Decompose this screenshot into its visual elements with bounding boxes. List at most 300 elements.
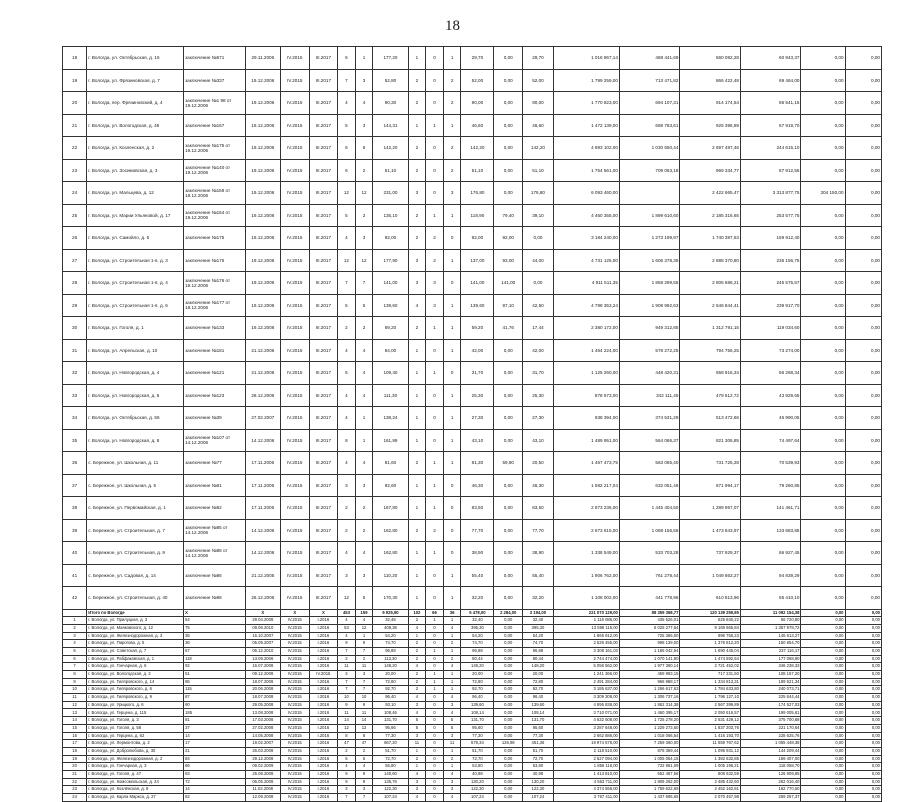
cell-n: 8 — [63, 671, 87, 679]
cell-c3: 3 — [408, 182, 426, 205]
cell-n: 14 — [63, 717, 87, 725]
cell-addr: г. Вологда, ул. Гоголя, д. 1 — [87, 317, 184, 340]
cell-a3: 0,00 — [494, 587, 523, 610]
cell-a3: 93,00 — [494, 249, 523, 272]
cell-a4: 46,60 — [523, 114, 554, 137]
cell-a4: 176,80 — [523, 182, 554, 205]
cell-c5: 4 — [443, 624, 461, 632]
cell-addr: с. Бережное, ул. Строительная, д. 9 — [87, 542, 184, 565]
cell-a3: 0,00 — [494, 755, 523, 763]
cell-y2: III.2017 — [309, 407, 338, 430]
cell-s2: 632 051,46 — [619, 474, 680, 497]
cell-z1: 0,00 — [801, 452, 845, 475]
cell-area: 93,10 — [373, 701, 408, 709]
cell-n: 20 — [63, 763, 87, 771]
cell-c2: 4 — [355, 362, 373, 385]
cell-c4: 0 — [426, 69, 444, 92]
cell-y1: IV.2015 — [280, 182, 309, 205]
cell-n: 10 — [63, 686, 87, 694]
cell-s3: 996 756,23 — [680, 632, 741, 640]
cell-z1: 0,00 — [801, 497, 845, 520]
cell-z2: 0,00 — [845, 429, 881, 452]
cell-doc: 81 — [184, 717, 246, 725]
cell-doc: 51 — [184, 671, 246, 679]
table-row — [63, 452, 882, 475]
cell-date: 19.12.2006 — [245, 137, 280, 160]
cell-c2: 2 — [355, 747, 373, 755]
cell-s4: 189 407,00 — [740, 755, 801, 763]
cell-s2: 533 703,28 — [619, 542, 680, 565]
cell-addr: г. Вологда, ул. Вологодская, д. 3 — [87, 671, 184, 679]
cell-date: 29.12.2008 — [245, 755, 280, 763]
cell-s2: 761 278,44 — [619, 564, 680, 587]
cell-z2: 0,00 — [845, 694, 881, 702]
cell-y1: IV.2015 — [280, 452, 309, 475]
cell-c5: 1 — [443, 429, 461, 452]
cell-c2: 3 — [355, 474, 373, 497]
cell-a3: 92,00 — [494, 227, 523, 250]
cell-a3: 79,40 — [494, 204, 523, 227]
cell-a3: 0,00 — [494, 632, 523, 640]
cell-n: 37 — [63, 474, 87, 497]
cell-s3: 1 690 445,04 — [680, 647, 741, 655]
cell-s4: 237 116,17 — [740, 647, 801, 655]
cell-s2: 563 065,40 — [619, 452, 680, 475]
cell-z2: 0,00 — [845, 339, 881, 362]
cell-c2: 47 — [355, 740, 373, 748]
cell-z1: 0,00 — [801, 384, 845, 407]
cell-c2: 9 — [355, 701, 373, 709]
cell-area: 72,70 — [373, 755, 408, 763]
cell-y2: I.2016 — [309, 701, 338, 709]
cell-s1: 1 116 086,00 — [553, 617, 619, 625]
table-row — [63, 339, 882, 362]
cell-c1: 4 — [338, 92, 356, 115]
cell-date: 19.12.2006 — [245, 114, 280, 137]
cell-c2: 3 — [355, 671, 373, 679]
cell-s4: 239 917,70 — [740, 294, 801, 317]
cell-s1: 4 893 102,00 — [553, 137, 619, 160]
cell-a2: 77,30 — [461, 732, 494, 740]
cell-doc: заключение №85 от 14.12.2006 — [184, 519, 246, 542]
table-row — [63, 362, 882, 385]
cell-date: 29.04.2008 — [245, 617, 280, 625]
cell-y2: III.2017 — [309, 249, 338, 272]
cell-a3: 0,00 — [494, 362, 523, 385]
cell-n: 27 — [63, 249, 87, 272]
cell-c5: 2 — [443, 92, 461, 115]
cell-a4: 29,70 — [523, 47, 554, 70]
cell-a4: 74,70 — [523, 640, 554, 648]
cell-a4: 51,70 — [523, 747, 554, 755]
cell-date: 14.12.2006 — [245, 542, 280, 565]
cell-a3: 0,00 — [494, 786, 523, 794]
cell-n: 4 — [63, 640, 87, 648]
cell-a4: 3 194,00 — [523, 609, 554, 617]
cell-s4: 141 461,71 — [740, 497, 801, 520]
cell-c4: 0 — [426, 663, 444, 671]
cell-s2: 998 139,00 — [619, 640, 680, 648]
cell-s3: 1 784 633,80 — [680, 686, 741, 694]
table-row — [63, 159, 882, 182]
cell-z1: 0,00 — [801, 663, 845, 671]
table-row — [63, 227, 882, 250]
cell-c5: 1 — [443, 678, 461, 686]
cell-c5: 2 — [443, 159, 461, 182]
cell-s2: 1 977 360,14 — [619, 663, 680, 671]
cell-s4: 174 527,03 — [740, 701, 801, 709]
cell-addr: г. Вологда, ул. Самойло, д. 5 — [87, 227, 184, 250]
cell-addr: г. Вологда, ул. Новгородская, д. 6 — [87, 384, 184, 407]
page-number: 18 — [445, 18, 460, 34]
table-row — [63, 542, 882, 565]
cell-c2: 12 — [355, 724, 373, 732]
cell-a2: 31,70 — [461, 362, 494, 385]
cell-a2: 107,24 — [461, 794, 494, 802]
cell-c1: 7 — [338, 647, 356, 655]
cell-a4: 39,10 — [523, 204, 554, 227]
cell-c2: 11 — [355, 709, 373, 717]
cell-s2 — [619, 182, 680, 205]
cell-n: 11 — [63, 694, 87, 702]
cell-s4: 259 257,37 — [740, 794, 801, 802]
cell-area: 72,80 — [373, 678, 408, 686]
table-row — [63, 786, 882, 794]
cell-a2: 54,20 — [461, 632, 494, 640]
cell-z1: 0,00 — [801, 778, 845, 786]
cell-c3: 2 — [408, 452, 426, 475]
cell-area: 92,60 — [373, 474, 408, 497]
cell-doc: заключение №123 — [184, 384, 246, 407]
cell-s1: 1 754 561,00 — [553, 159, 619, 182]
cell-c5: 36 — [443, 609, 461, 617]
cell-s3: 610 813,96 — [680, 587, 741, 610]
cell-n: 18 — [63, 47, 87, 70]
cell-s4: 60 943,37 — [740, 47, 801, 70]
cell-s3: 2 070 457,98 — [680, 794, 741, 802]
table-row — [63, 763, 882, 771]
cell-a4: 32,20 — [523, 587, 554, 610]
cell-a2: 122,30 — [461, 786, 494, 794]
cell-c2: 3 — [355, 564, 373, 587]
cell-s2: 1 899 610,60 — [619, 204, 680, 227]
cell-z2: 0,00 — [845, 294, 881, 317]
cell-s3: 2 567 399,89 — [680, 701, 741, 709]
table-row — [63, 755, 882, 763]
cell-c5: 1 — [443, 317, 461, 340]
cell-y2: III.2017 — [309, 542, 338, 565]
cell-s1: 1 856 116,00 — [553, 763, 619, 771]
cell-c5: 1 — [443, 407, 461, 430]
cell-addr: г. Вологда, ул. Гиляровского, д. 6 — [87, 686, 184, 694]
cell-z1: 0,00 — [801, 542, 845, 565]
cell-c3: 2 — [408, 227, 426, 250]
cell-c4: 0 — [426, 159, 444, 182]
cell-doc: 54 — [184, 617, 246, 625]
resettlement-table — [62, 46, 882, 802]
cell-z1: 0,00 — [801, 632, 845, 640]
cell-n: 22 — [63, 778, 87, 786]
cell-c5: 4 — [443, 709, 461, 717]
cell-a3: 141,00 — [494, 272, 523, 295]
cell-c5: 0 — [443, 362, 461, 385]
cell-area: 20,00 — [373, 671, 408, 679]
cell-z2: 0,00 — [845, 92, 881, 115]
cell-a2: 51,70 — [461, 747, 494, 755]
cell-n: 7 — [63, 663, 87, 671]
cell-a3: 0,00 — [494, 747, 523, 755]
cell-z2: 0,00 — [845, 182, 881, 205]
cell-y1: IV.2015 — [280, 671, 309, 679]
cell-n: 19 — [63, 755, 87, 763]
table-row — [63, 249, 882, 272]
cell-s4: 69 464,00 — [740, 69, 801, 92]
table-row — [63, 678, 882, 686]
cell-s1: 19 974 576,00 — [553, 740, 619, 748]
cell-n: 24 — [63, 794, 87, 802]
cell-s3: 866 422,48 — [680, 69, 741, 92]
cell-s3: 2 721 452,02 — [680, 663, 741, 671]
cell-a3: 0,00 — [494, 694, 523, 702]
cell-s4: 67 919,70 — [740, 114, 801, 137]
cell-area: 52,80 — [373, 69, 408, 92]
cell-c5: 1 — [443, 587, 461, 610]
cell-c2: 5 — [355, 294, 373, 317]
cell-y1: IV.2015 — [280, 204, 309, 227]
cell-z2: 0,00 — [845, 227, 881, 250]
cell-a3: 0,00 — [494, 542, 523, 565]
cell-c3: 4 — [408, 770, 426, 778]
cell-s2: 435 526,01 — [619, 617, 680, 625]
cell-y2: I.2016 — [309, 794, 338, 802]
cell-z2: 0,00 — [845, 763, 881, 771]
cell-area: 162,80 — [373, 542, 408, 565]
cell-c1: 4 — [338, 542, 356, 565]
cell-z1: 0,00 — [801, 474, 845, 497]
cell-c1: 6 — [338, 47, 356, 70]
cell-area: 177,90 — [373, 249, 408, 272]
cell-addr: г. Вологда, ул. Новгородская, д. 8 — [87, 429, 184, 452]
cell-c1: 5 — [338, 755, 356, 763]
table-row — [63, 686, 882, 694]
cell-c1: 3 — [338, 474, 356, 497]
cell-date: 17.11.2006 — [245, 474, 280, 497]
cell-n: 40 — [63, 542, 87, 565]
cell-area: 140,60 — [373, 770, 408, 778]
cell-s4: 346 238,33 — [740, 663, 801, 671]
cell-date: 14.12.2006 — [245, 519, 280, 542]
cell-area: 113,30 — [373, 655, 408, 663]
cell-c4: 0 — [426, 709, 444, 717]
cell-area: 110,20 — [373, 564, 408, 587]
cell-z1: 0,00 — [801, 740, 845, 748]
cell-z2: 0,00 — [845, 519, 881, 542]
table-row — [63, 632, 882, 640]
cell-c5: 1 — [443, 671, 461, 679]
cell-s1: 4 632 508,00 — [553, 717, 619, 725]
cell-a2: 59,20 — [461, 317, 494, 340]
cell-z1: 0,00 — [801, 640, 845, 648]
cell-s3: 658 916,34 — [680, 362, 741, 385]
cell-area: 144,31 — [373, 114, 408, 137]
cell-area: 141,00 — [373, 272, 408, 295]
cell-s4: 240 073,71 — [740, 686, 801, 694]
cell-c3: 11 — [408, 740, 426, 748]
cell-date: 17.11.2006 — [245, 497, 280, 520]
cell-z2: 0,00 — [845, 755, 881, 763]
cell-s3: 717 231,50 — [680, 671, 741, 679]
cell-z1: 0,00 — [801, 564, 845, 587]
cell-area: 81,60 — [373, 452, 408, 475]
cell-a4: 77,70 — [523, 519, 554, 542]
cell-addr: с. Бережное, ул. Садовая, д. 14 — [87, 564, 184, 587]
cell-addr: г. Вологда, ул. Герцена, д. 62 — [87, 732, 184, 740]
cell-a2: 96,40 — [461, 694, 494, 702]
cell-c2: 12 — [355, 624, 373, 632]
cell-a4: 17,44 — [523, 317, 554, 340]
cell-doc: заключение №86 — [184, 564, 246, 587]
cell-a3: 0,00 — [494, 47, 523, 70]
cell-z2: 0,00 — [845, 249, 881, 272]
cell-c1: 7 — [338, 69, 356, 92]
table-row — [63, 671, 882, 679]
cell-n: 26 — [63, 227, 87, 250]
cell-c3: 3 — [408, 701, 426, 709]
cell-c3: 1 — [408, 339, 426, 362]
cell-c5: 1 — [443, 686, 461, 694]
cell-s4: 118 058,70 — [740, 763, 801, 771]
cell-z2: 0,00 — [845, 407, 881, 430]
cell-date: 14.05.2008 — [245, 732, 280, 740]
cell-a4: 148,20 — [523, 663, 554, 671]
cell-a2: 96,88 — [461, 647, 494, 655]
cell-s1: 938 394,00 — [553, 407, 619, 430]
cell-a3: 0,00 — [494, 724, 523, 732]
cell-y1: IV.2015 — [280, 794, 309, 802]
cell-z1: 304 150,00 — [801, 182, 845, 205]
cell-date: 19.12.2006 — [245, 159, 280, 182]
cell-s1: 3 309 308,00 — [553, 694, 619, 702]
cell-z2: 0,00 — [845, 137, 881, 160]
cell-s3: 794 756,25 — [680, 339, 741, 362]
cell-a4: 95,60 — [523, 724, 554, 732]
cell-doc: 115 — [184, 686, 246, 694]
cell-addr: с. Бережное, ул. Школьная, д. 11 — [87, 452, 184, 475]
cell-doc: заключение №177 от 19.12.2006 — [184, 294, 246, 317]
cell-c2: 2 — [355, 317, 373, 340]
cell-y1: IV.2015 — [280, 317, 309, 340]
cell-y1: IV.2015 — [280, 778, 309, 786]
cell-addr: г. Вологда, ул. Комсомольская, д. 24 — [87, 778, 184, 786]
cell-c4: 0 — [426, 564, 444, 587]
cell-y2: I.2016 — [309, 663, 338, 671]
cell-s1: 4 553 711,00 — [553, 778, 619, 786]
cell-z2: 0,00 — [845, 663, 881, 671]
cell-a2: 32,40 — [461, 617, 494, 625]
cell-c3: 1 — [408, 384, 426, 407]
cell-s1: 1 338 549,00 — [553, 542, 619, 565]
cell-s4: 74 497,64 — [740, 429, 801, 452]
cell-a3: 0,00 — [494, 137, 523, 160]
table-row — [63, 137, 882, 160]
cell-doc: заключение №175 — [184, 227, 246, 250]
cell-a4: 77,30 — [523, 732, 554, 740]
cell-c1: 4 — [338, 632, 356, 640]
cell-z1: 0,00 — [801, 204, 845, 227]
cell-z1: 0,00 — [801, 686, 845, 694]
cell-s3: 1 382 632,85 — [680, 755, 741, 763]
cell-z2: 0,00 — [845, 542, 881, 565]
cell-s4: 94 839,29 — [740, 564, 801, 587]
cell-n: 24 — [63, 182, 87, 205]
cell-z1: 0,00 — [801, 747, 845, 755]
cell-n: 6 — [63, 655, 87, 663]
cell-doc: 92 — [184, 663, 246, 671]
cell-addr: г. Вологда, ул. Пирогова, д. 5 — [87, 640, 184, 648]
cell-date: 19.12.2006 — [245, 294, 280, 317]
cell-a4: 53,80 — [523, 763, 554, 771]
cell-z2: 0,00 — [845, 609, 881, 617]
cell-z2: 0,00 — [845, 114, 881, 137]
cell-a3: 97,10 — [494, 294, 523, 317]
cell-addr: Итого по Вологде — [87, 609, 184, 617]
cell-s4: 245 575,57 — [740, 272, 801, 295]
cell-y1: IV.2015 — [280, 227, 309, 250]
cell-y1: IV.2015 — [280, 786, 309, 794]
cell-a4: 20,50 — [523, 452, 554, 475]
table-row — [63, 47, 882, 70]
cell-y2: III.2017 — [309, 137, 338, 160]
cell-a4: 52,00 — [523, 69, 554, 92]
cell-y2: III.2017 — [309, 204, 338, 227]
cell-date: 09.12.2008 — [245, 671, 280, 679]
cell-s2: 713 471,82 — [619, 69, 680, 92]
document-sheet — [62, 46, 882, 802]
cell-a4: 42,00 — [523, 339, 554, 362]
cell-addr: г. Вологда, ул. Октябрьская, д. 55 — [87, 407, 184, 430]
cell-s3: 1 837 203,76 — [680, 724, 741, 732]
cell-s3: 11 659 767,62 — [680, 740, 741, 748]
cell-y2: I.2016 — [309, 617, 338, 625]
cell-addr: г. Вологда, ул. Гончарная, д. 3 — [87, 763, 184, 771]
cell-s3: 2 531 429,12 — [680, 717, 741, 725]
cell-c5: 1 — [443, 632, 461, 640]
cell-a4: 395,30 — [523, 624, 554, 632]
cell-s4: 236 156,75 — [740, 249, 801, 272]
cell-doc: 14 — [184, 786, 246, 794]
cell-a2: 72,80 — [461, 678, 494, 686]
cell-doc: 17 — [184, 740, 246, 748]
table-row — [63, 655, 882, 663]
cell-y1: IV.2015 — [280, 747, 309, 755]
cell-area: 111,30 — [373, 384, 408, 407]
cell-c2: 4 — [355, 384, 373, 407]
cell-z2: 0,00 — [845, 272, 881, 295]
cell-doc: заключение №107 от 14.12.2006 — [184, 429, 246, 452]
cell-c2: 10 — [355, 694, 373, 702]
cell-c3: 4 — [408, 663, 426, 671]
cell-c3: 2 — [408, 317, 426, 340]
cell-z1: 0,00 — [801, 671, 845, 679]
cell-y1: IV.2015 — [280, 770, 309, 778]
cell-date: X — [245, 609, 280, 617]
cell-s2: 342 111,45 — [619, 384, 680, 407]
cell-date: 25.08.2008 — [245, 770, 280, 778]
cell-s1: 13 598 115,00 — [553, 624, 619, 632]
cell-n: 13 — [63, 709, 87, 717]
cell-date: 29.05.2008 — [245, 701, 280, 709]
cell-s1: 4 895 836,00 — [553, 701, 619, 709]
